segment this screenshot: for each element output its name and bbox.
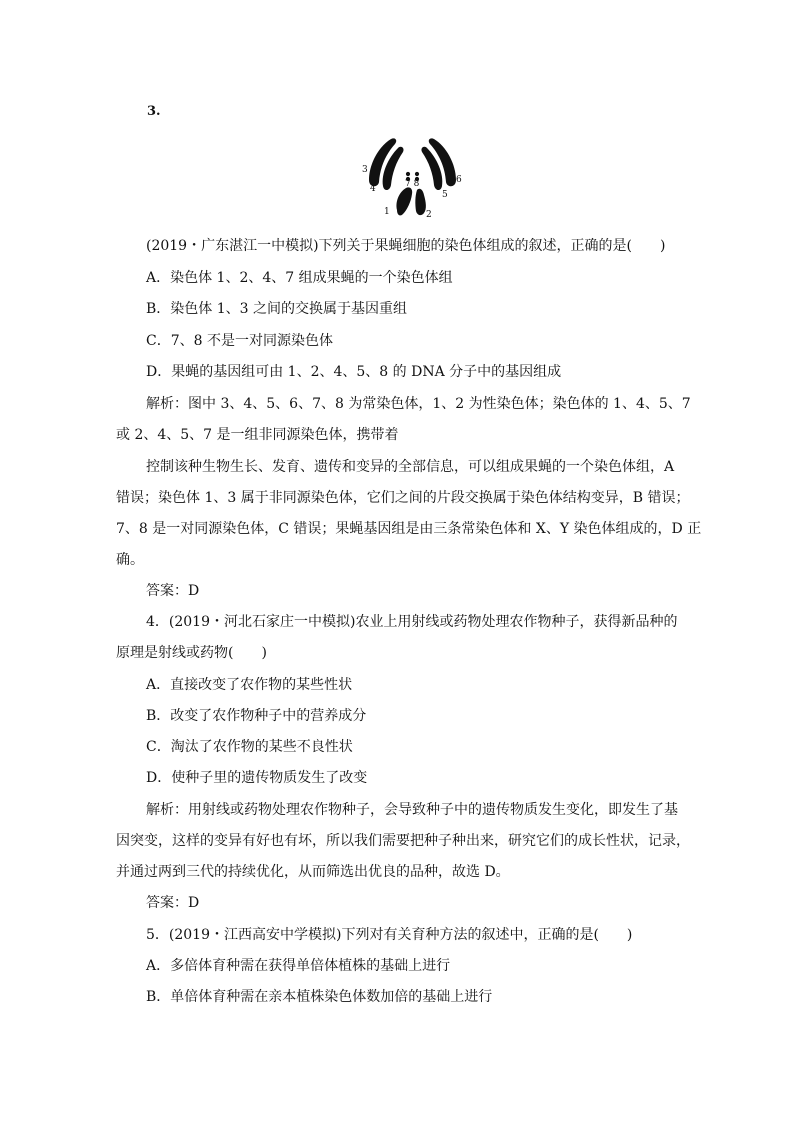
chromosome-figure (355, 136, 470, 221)
question-3-analysis-line-3: 控制该种生物生长、发育、遗传和变异的全部信息，可以组成果蝇的一个染色体组，A (146, 459, 675, 475)
chromosome-1 (396, 187, 412, 215)
question-5-option-b: B．单倍体育种需在亲本植株染色体数加倍的基础上进行 (146, 989, 493, 1005)
label-3: 3 (362, 165, 368, 175)
label-6: 6 (456, 175, 462, 185)
question-3-stem: (2019・广东湛江一中模拟)下列关于果蝇细胞的染色体组成的叙述，正确的是( ) (146, 238, 666, 254)
label-1: 1 (384, 207, 390, 217)
question-4-option-d: D．使种子里的遗传物质发生了改变 (146, 770, 368, 786)
question-3-number: 3. (147, 104, 161, 119)
question-5-option-a: A．多倍体育种需在获得单倍体植株的基础上进行 (146, 958, 451, 974)
chromosome-2 (415, 189, 426, 215)
question-3-option-d: D．果蝇的基因组可由 1、2、4、5、8 的 DNA 分子中的基因组成 (146, 364, 562, 380)
question-3-option-c: C．7、8 不是一对同源染色体 (146, 333, 333, 349)
question-3-analysis-line-2: 或 2、4、5、7 是一组非同源染色体，携带着 (116, 427, 399, 443)
chromosome-7-upper (406, 172, 410, 176)
question-4-option-b: B．改变了农作物种子中的营养成分 (146, 708, 367, 724)
label-7-8: 7 8 (405, 179, 420, 189)
question-4-analysis-line-2: 因突变，这样的变异有好也有坏，所以我们需要把种子种出来，研究它们的成长性状，记录， (116, 833, 690, 849)
label-5: 5 (442, 190, 448, 200)
chromosome-diagram (355, 136, 470, 221)
label-4: 4 (370, 184, 376, 194)
question-5-stem: 5．(2019・江西高安中学模拟)下列对有关育种方法的叙述中，正确的是( ) (146, 927, 633, 943)
question-4-option-c: C．淘汰了农作物的某些不良性状 (146, 739, 353, 755)
label-2: 2 (426, 210, 432, 220)
question-4-option-a: A．直接改变了农作物的某些性状 (146, 677, 353, 693)
question-3-option-b: B．染色体 1、3 之间的交换属于基因重组 (146, 301, 408, 317)
question-3-analysis-line-6: 确。 (116, 552, 144, 568)
question-3-option-a: A．染色体 1、2、4、7 组成果蝇的一个染色体组 (146, 270, 453, 286)
question-4-stem-line-2: 原理是射线或药物( ) (116, 645, 267, 661)
chromosome-8-upper (415, 172, 419, 176)
question-3-answer: 答案：D (146, 583, 200, 599)
question-3-analysis-line-1: 解析：图中 3、4、5、6、7、8 为常染色体，1、2 为性染色体；染色体的 1、4、5、7 (146, 396, 691, 412)
question-4-answer: 答案：D (146, 895, 200, 911)
question-3-analysis-line-5: 7、8 是一对同源染色体，C 错误；果蝇基因组是由三条常染色体和 X、Y 染色体组成的，D 正 (116, 521, 702, 537)
question-4-analysis-line-3: 并通过两到三代的持续优化，从而筛选出优良的品种，故选 D。 (116, 864, 510, 880)
question-4-analysis-line-1: 解析：用射线或药物处理农作物种子，会导致种子中的遗传物质发生变化，即发生了基 (146, 802, 678, 818)
question-3-analysis-line-4: 错误；染色体 1、3 属于非同源染色体，它们之间的片段交换属于染色体结构变异，B 错误； (116, 490, 690, 506)
question-4-stem-line-1: 4．(2019・河北石家庄一中模拟)农业上用射线或药物处理农作物种子，获得新品种的 (146, 614, 678, 630)
